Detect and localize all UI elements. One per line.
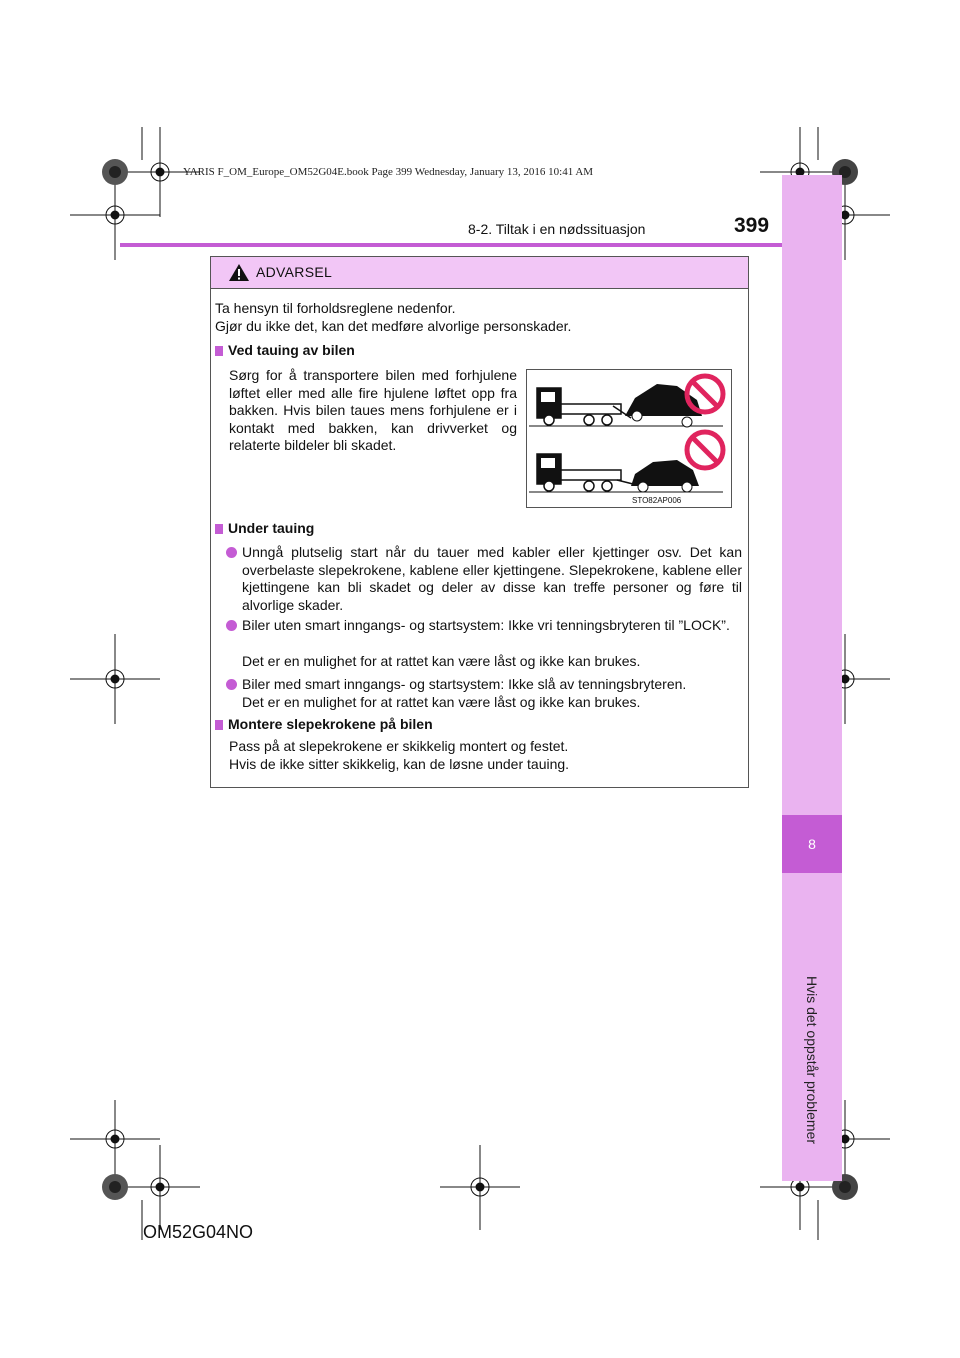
round-bullet-icon — [226, 620, 237, 631]
round-bullet-icon — [226, 547, 237, 558]
section-heading-during-towing: Under tauing — [215, 520, 314, 538]
square-bullet-icon — [215, 524, 223, 534]
illustration-code: STO82AP006 — [632, 496, 682, 505]
bullet-item-smart-entry: Biler med smart inngangs- og startsystem: Ikke slå av tenningsbryteren. — [242, 676, 742, 694]
mount-hooks-line-2: Hvis de ikke sitter skikkelig, kan de løsne under tauing. — [229, 755, 570, 772]
mount-hooks-body — [229, 738, 739, 773]
crosshair-mark-bottom-left-2 — [120, 1145, 200, 1230]
warning-header — [211, 257, 748, 289]
prohibition-icon-lower — [687, 432, 723, 468]
bullet-item-sudden-start: Unngå plutselig start når du tauer med kabler eller kjettinger osv. Det kan overbelaste slepekrokene, kablene eller kjettingene. Slepekrokene, kablene eller kjettingene kan bli skadet og deler av disse kan treffe personer og føre til alvorlige skader. — [242, 544, 742, 614]
bullet-item-smart-entry-note: Det er en mulighet for at rattet kan være låst og ikke kan brukes. — [242, 694, 641, 710]
footer-doc-code: OM52G04NO — [143, 1222, 254, 1242]
warning-intro — [215, 300, 735, 335]
crosshair-mark-bottom-center — [440, 1145, 520, 1230]
warning-triangle-icon — [228, 263, 250, 282]
section-title: 8-2. Tiltak i en nødssituasjon — [468, 221, 646, 237]
warning-title: ADVARSEL — [256, 264, 333, 280]
bullet-item-no-smart-entry: Biler uten smart inngangs- og startsystem: Ikke vri tenningsbryteren til ”LOCK”. — [242, 617, 742, 635]
section-heading-mount-hooks: Montere slepekrokene på bilen — [215, 716, 433, 734]
intro-line-1: Ta hensyn til forholdsreglene nedenfor. — [215, 300, 456, 316]
crosshair-mark-mid-left — [70, 634, 160, 724]
chapter-number: 8 — [782, 815, 842, 873]
square-bullet-icon — [215, 346, 223, 356]
header-rule — [120, 243, 782, 247]
round-bullet-icon — [226, 679, 237, 690]
tow-truck-illustration — [527, 370, 731, 507]
starburst-mark-bottom-left — [102, 1174, 128, 1200]
chapter-title: Hvis det oppstår problemer — [804, 975, 820, 1145]
car-lower — [631, 460, 699, 492]
section-heading-towing: Ved tauing av bilen — [215, 342, 355, 360]
starburst-mark-top-left — [102, 159, 128, 185]
square-bullet-icon — [215, 720, 223, 730]
print-info-line: YARIS F_OM_Europe_OM52G04E.book Page 399 Wednesday, January 13, 2016 10:41 AM — [183, 166, 594, 178]
page-number: 399 — [734, 214, 770, 237]
bullet-item-no-smart-entry-note: Det er en mulighet for at rattet kan være låst og ikke kan brukes. — [242, 653, 641, 669]
intro-line-2: Gjør du ikke det, kan det medføre alvorlige personskader. — [215, 317, 572, 334]
crosshair-mark-bottom-left — [70, 1100, 160, 1180]
towing-body-text: Sørg for å transportere bilen med forhjulene løftet eller med alle fire hjulene løftet opp fra bakken. Hvis bilen taues mens forhjulene er i kontakt med bakken, kan drivverket og relaterte bildeler bli skadet. — [229, 367, 517, 453]
prohibition-icon-upper — [687, 376, 723, 412]
mount-hooks-line-1: Pass på at slepekrokene er skikkelig montert og festet. — [229, 738, 569, 754]
towing-illustration — [526, 369, 732, 508]
